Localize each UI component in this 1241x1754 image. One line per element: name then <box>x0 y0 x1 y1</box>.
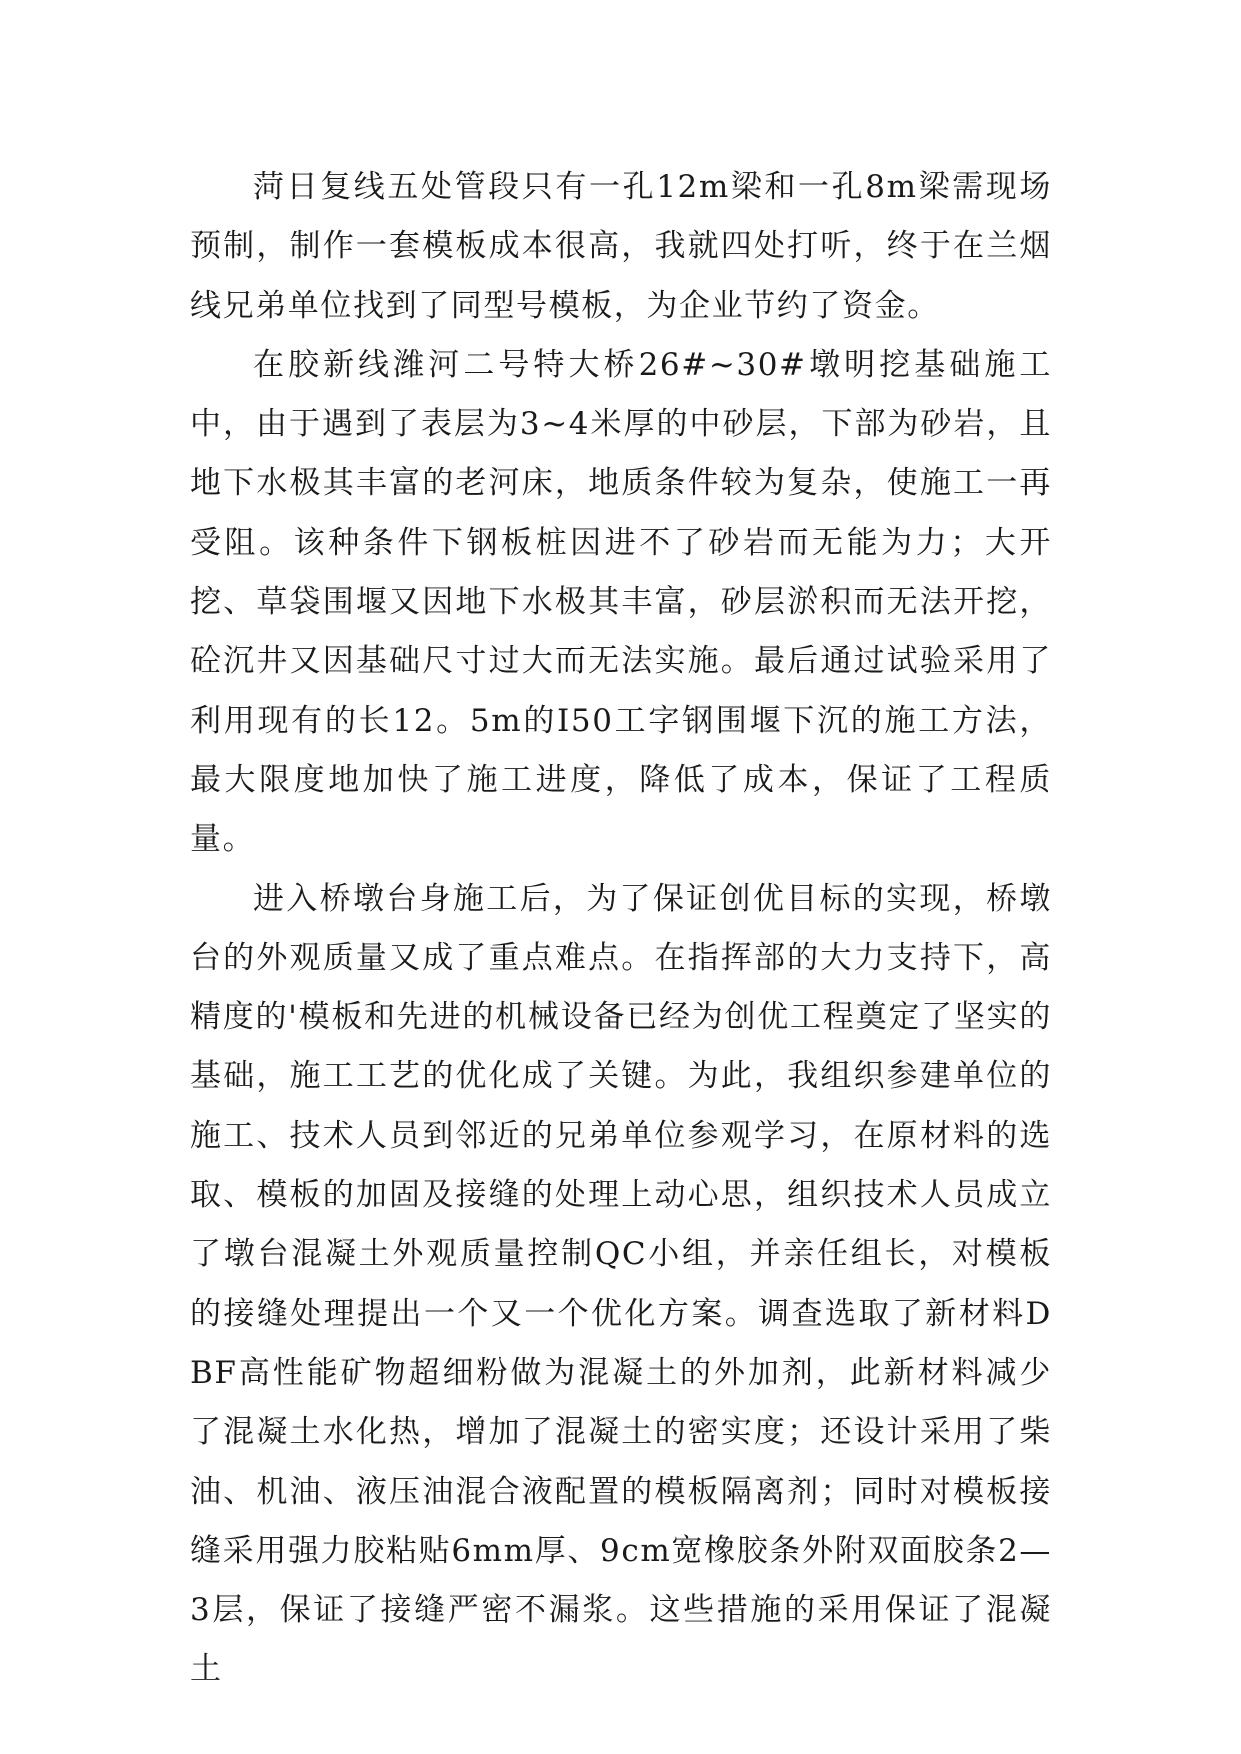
document-body <box>190 158 1052 1700</box>
paragraph-template-borrowing: 菏日复线五处管段只有一孔12m梁和一孔8m梁需现场预制，制作一套模板成本很高，我就四处打听，终于在兰烟线兄弟单位找到了同型号模板，为企业节约了资金。 <box>190 169 1052 324</box>
paragraph-foundation-construction: 在胶新线潍河二号特大桥26#~30#墩明挖基础施工中，由于遇到了表层为3~4米厚的中砂层，下部为砂岩，且地下水极其丰富的老河床，地质条件较为复杂，使施工一再受阻。该种条件下钢板桩因进不了砂岩而无能为力；大开挖、草袋围堰又因地下水极其丰富，砂层淤积而无法开挖，砼沉井又因基础尺寸过大而无法实施。最后通过试验采用了利用现有的长12。5m的I50工字钢围堰下沉的施工方法，最大限度地加快了施工进度，降低了成本，保证了工程质量。 <box>190 346 1052 858</box>
paragraph-pier-quality-control: 进入桥墩台身施工后，为了保证创优目标的实现，桥墩台的外观质量又成了重点难点。在指挥部的大力支持下，高精度的'模板和先进的机械设备已经为创优工程奠定了坚实的基础，施工工艺的优化成了关键。为此，我组织参建单位的施工、技术人员到邻近的兄弟单位参观学习，在原材料的选取、模板的加固及接缝的处理上动心思，组织技术人员成立了墩台混凝土外观质量控制QC小组，并亲任组长，对模板的接缝处理提出一个又一个优化方案。调查选取了新材料DBF高性能矿物超细粉做为混凝土的外加剂，此新材料减少了混凝土水化热，增加了混凝土的密实度；还设计采用了柴油、机油、液压油混合液配置的模板隔离剂；同时对模板接缝采用强力胶粘贴6mm厚、9cm宽橡胶条外附双面胶条2—3层，保证了接缝严密不漏浆。这些措施的采用保证了混凝土 <box>190 880 1052 1688</box>
